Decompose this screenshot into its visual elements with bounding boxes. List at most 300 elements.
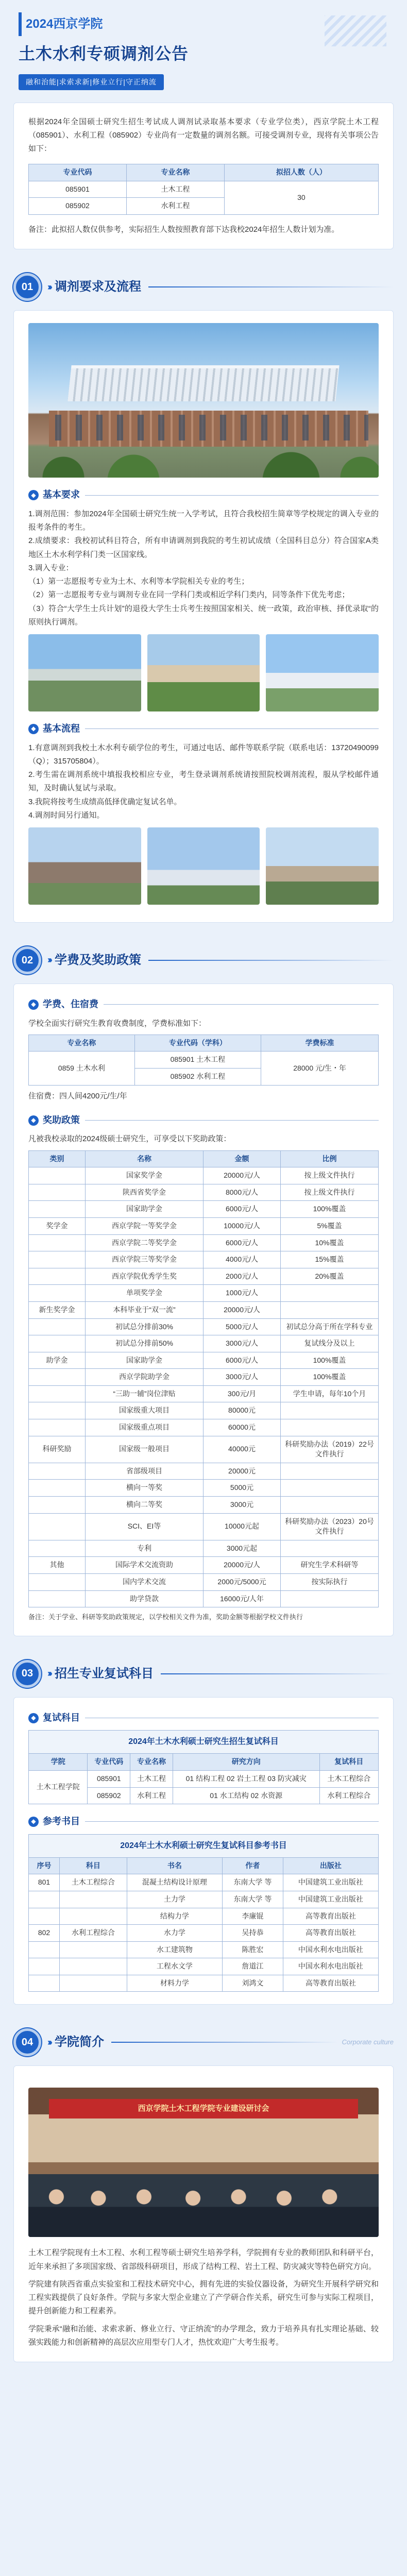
aid-ratio xyxy=(281,1463,379,1480)
campus-photo xyxy=(266,634,379,711)
aid-category xyxy=(29,1574,86,1591)
exam-header: 学院 xyxy=(29,1754,88,1771)
ref-press: 高等教育出版社 xyxy=(283,1925,378,1942)
section-04-card xyxy=(13,2065,394,2362)
motto-tag: 融和治能|求索求新|修业立行|守正纳流 xyxy=(19,74,164,90)
chevron-right-icon: ››› xyxy=(47,2037,50,2047)
fees-intro: 学校全面实行研究生教育收费制度，学费标准如下： xyxy=(28,1019,207,1028)
aid-category xyxy=(29,1590,86,1607)
quota-header-count: 拟招人数（人） xyxy=(224,164,378,181)
ref-header: 出版社 xyxy=(283,1857,378,1874)
table-row xyxy=(29,1268,379,1285)
aid-amount: 20000元/人 xyxy=(204,1301,281,1318)
aid-ratio xyxy=(281,1497,379,1514)
exam-header: 专业代码 xyxy=(88,1754,130,1771)
aid-header: 比例 xyxy=(281,1150,379,1167)
aid-ratio: 5%覆盖 xyxy=(281,1217,379,1234)
aid-ratio: 按上级文件执行 xyxy=(281,1184,379,1201)
table-row xyxy=(29,1557,379,1574)
ref-header: 序号 xyxy=(29,1857,60,1874)
header-stripe-decoration xyxy=(325,15,386,46)
college-intro: 土木工程学院现有土木工程、水利工程等硕士研究生培养学科，学院拥有专业的教师团队和科研平台，近年来承担了多项国家级、省部级科研项目，形成了结构工程、岩土工程、防灾减灾等特色研究方向。 xyxy=(28,2248,379,2271)
ref-author: 刘鸿文 xyxy=(223,1975,283,1992)
aid-name: 助学贷款 xyxy=(86,1590,204,1607)
building-roof xyxy=(67,365,339,401)
aid-header: 类别 xyxy=(29,1150,86,1167)
section-title: 调剂要求及流程 xyxy=(54,280,141,294)
aid-amount: 20000元 xyxy=(204,1463,281,1480)
campus-photo xyxy=(147,827,260,905)
requirement-item: （1）第一志愿报考专业为土木、水利等本学院相关专业的考生； xyxy=(28,577,249,586)
aid-table xyxy=(28,1150,379,1608)
ref-author: 詹道江 xyxy=(223,1958,283,1975)
sub-divider xyxy=(104,1004,379,1005)
exam-name: 土木工程 xyxy=(130,1771,173,1788)
reference-heading xyxy=(28,1814,379,1830)
fees-major: 0859 土木水利 xyxy=(29,1052,135,1085)
exam-header: 专业名称 xyxy=(130,1754,173,1771)
aid-name: 国家助学金 xyxy=(86,1201,204,1218)
aid-ratio: 按实际执行 xyxy=(281,1574,379,1591)
ref-press: 中国水利水电出版社 xyxy=(283,1958,378,1975)
table-row xyxy=(29,1251,379,1268)
requirement-item: 3.调入专业： xyxy=(28,563,74,572)
sub-title: 参考书目 xyxy=(43,1816,80,1827)
quota-header-name: 专业名称 xyxy=(126,164,224,181)
aid-name: 西京学院一等奖学金 xyxy=(86,1217,204,1234)
aid-ratio xyxy=(281,1419,379,1436)
ref-author: 东南大学 等 xyxy=(223,1891,283,1908)
exam-name: 水利工程 xyxy=(130,1787,173,1804)
ref-header: 作者 xyxy=(223,1857,283,1874)
ref-no xyxy=(29,1958,60,1975)
process-item: 4.调剂时间另行通知。 xyxy=(28,810,105,820)
aid-category xyxy=(29,1234,86,1251)
aid-category xyxy=(29,1268,86,1285)
aid-amount: 40000元 xyxy=(204,1436,281,1463)
meeting-banner: 西京学院土木工程学院专业建设研讨会 xyxy=(49,2099,358,2119)
section-01-header xyxy=(13,273,394,301)
aid-ratio: 研究生学术科研等 xyxy=(281,1557,379,1574)
ref-subject xyxy=(60,1975,127,1992)
aid-amount: 4000元/人 xyxy=(204,1251,281,1268)
aid-ratio: 复试线分及以上 xyxy=(281,1335,379,1352)
aid-name: 陕西省奖学金 xyxy=(86,1184,204,1201)
aid-name: 西京学院优秀学生奖 xyxy=(86,1268,204,1285)
ref-book: 水工建筑物 xyxy=(127,1941,222,1958)
ref-press: 高等教育出版社 xyxy=(283,1908,378,1925)
campus-photo xyxy=(28,827,141,905)
section-divider xyxy=(148,286,394,287)
bullet-icon: ◆ xyxy=(28,1817,39,1827)
section-04-header xyxy=(13,2028,394,2056)
ref-no xyxy=(29,1891,60,1908)
section-divider xyxy=(111,2042,338,2043)
basic-requirements-heading xyxy=(28,487,379,503)
section-subtitle-en: Corporate culture xyxy=(342,2038,394,2046)
ref-header: 书名 xyxy=(127,1857,222,1874)
chevron-right-icon: ››› xyxy=(47,955,50,965)
notice-note: 备注：此拟招人数仅供参考，实际招生人数按照教育部下达我校2024年招生人数计划为准。 xyxy=(28,225,340,234)
table-row xyxy=(29,1217,379,1234)
aid-ratio: 100%覆盖 xyxy=(281,1201,379,1218)
header xyxy=(0,0,407,93)
meeting-people xyxy=(28,2170,379,2237)
aid-name: 横向二等奖 xyxy=(86,1497,204,1514)
aid-name: 国际学术交流资助 xyxy=(86,1557,204,1574)
aid-amount: 10000元起 xyxy=(204,1513,281,1540)
exam-subject: 水利工程综合 xyxy=(319,1787,378,1804)
year-title: 2024西京学院 xyxy=(19,12,113,36)
notice-intro: 根据2024年全国硕士研究生招生考试成人调剂试录取基本要求（专业学位类），西京学院土木工程（085901）、水利工程（085902）专业尚有一定数量的调剂名额。可接受调剂专业，现将有关事项公告如下： xyxy=(28,117,379,153)
table-row xyxy=(29,1201,379,1218)
campus-photo xyxy=(147,634,260,711)
table-row xyxy=(29,1771,379,1788)
aid-category xyxy=(29,1463,86,1480)
dorm-fee: 住宿费：四人间4200元/生/年 xyxy=(28,1091,127,1100)
requirement-item: 2.成绩要求：我校初试科目符合，所有申请调剂到我院的考生初试成绩（全国科目总分）符合国家A类地区土木水利学科门类一区国家线。 xyxy=(28,536,379,559)
bullet-icon: ◆ xyxy=(28,999,39,1010)
aid-amount: 3000元/人 xyxy=(204,1335,281,1352)
aid-ratio: 科研奖励办法（2019）22号文件执行 xyxy=(281,1436,379,1463)
exam-heading xyxy=(28,1710,379,1726)
section-title: 学费及奖助政策 xyxy=(54,953,141,968)
table-row xyxy=(29,1234,379,1251)
aid-ratio: 10%覆盖 xyxy=(281,1234,379,1251)
aid-amount: 20000元/人 xyxy=(204,1557,281,1574)
aid-category xyxy=(29,1201,86,1218)
aid-category: 奖学金 xyxy=(29,1217,86,1234)
table-row xyxy=(29,1958,379,1975)
requirement-item: （2）第一志愿报考专业与调剂专业在同一学科门类或相近学科门类内，同等条件下优先考虑； xyxy=(28,590,350,600)
table-row xyxy=(29,1590,379,1607)
table-row xyxy=(29,1436,379,1463)
process-item: 3.我院将按考生成绩高低择优确定复试名单。 xyxy=(28,797,182,806)
aid-amount: 16000元/人年 xyxy=(204,1590,281,1607)
quota-count: 30 xyxy=(224,181,378,214)
aid-name: 专利 xyxy=(86,1540,204,1557)
campus-photo xyxy=(28,634,141,711)
ref-book: 水力学 xyxy=(127,1925,222,1942)
fees-heading xyxy=(28,996,379,1013)
aid-name: 国家级重点项目 xyxy=(86,1419,204,1436)
ref-subject xyxy=(60,1941,127,1958)
quota-header-code: 专业代码 xyxy=(29,164,127,181)
table-row xyxy=(29,1941,379,1958)
aid-ratio xyxy=(281,1402,379,1419)
aid-category: 科研奖励 xyxy=(29,1436,86,1463)
requirement-item: 1.调剂范围：参加2024年全国硕士研究生统一入学考试，且符合我校招生简章等学校规定的调入专业的报考条件的考生。 xyxy=(28,509,379,532)
aid-ratio xyxy=(281,1540,379,1557)
ref-no: 802 xyxy=(29,1925,60,1942)
aid-name: 单项奖学金 xyxy=(86,1285,204,1302)
process-heading xyxy=(28,721,379,737)
aid-name: 西京学院二等奖学金 xyxy=(86,1234,204,1251)
chevron-right-icon: ››› xyxy=(47,1668,50,1679)
ref-book: 材料力学 xyxy=(127,1975,222,1992)
table-row xyxy=(29,1167,379,1184)
page-title: 土木水利专硕调剂公告 xyxy=(19,44,189,63)
aid-name: 西京学院助学金 xyxy=(86,1369,204,1386)
sub-divider xyxy=(85,1120,379,1121)
table-row xyxy=(29,1480,379,1497)
fees-code: 085901 土木工程 xyxy=(134,1052,261,1069)
ref-book: 工程水文学 xyxy=(127,1958,222,1975)
aid-amount: 5000元/人 xyxy=(204,1318,281,1335)
aid-name: “三助一辅”岗位津贴 xyxy=(86,1385,204,1402)
aid-ratio: 初试总分高于所在学科专业 xyxy=(281,1318,379,1335)
aid-name: 横向一等奖 xyxy=(86,1480,204,1497)
aid-intro: 凡被我校录取的2024级硕士研究生，可享受以下奖助政策： xyxy=(28,1134,231,1144)
ref-press: 中国建筑工业出版社 xyxy=(283,1874,378,1891)
aid-ratio: 15%覆盖 xyxy=(281,1251,379,1268)
fees-header: 专业代码（学科） xyxy=(134,1035,261,1052)
meeting-photo xyxy=(28,2088,379,2237)
aid-amount: 5000元 xyxy=(204,1480,281,1497)
exam-header: 复试科目 xyxy=(319,1754,378,1771)
quota-name: 土木工程 xyxy=(126,181,224,198)
ref-author: 东南大学 等 xyxy=(223,1874,283,1891)
aid-ratio: 科研奖励办法（2023）20号文件执行 xyxy=(281,1513,379,1540)
ref-subject xyxy=(60,1891,127,1908)
table-row xyxy=(29,1352,379,1369)
campus-photo xyxy=(266,827,379,905)
aid-name: 本科毕业于“双一流” xyxy=(86,1301,204,1318)
fees-amount: 28000 元/生・年 xyxy=(261,1052,379,1085)
requirement-item: （3）符合“大学生士兵计划”的退役大学生士兵考生按照国家相关、统一政策，政治审核、择优录取“的原则执行调剂。 xyxy=(28,604,379,626)
notice-card xyxy=(13,103,394,250)
college-intro: 学院秉承“融和治能、求索求新、修业立行、守正纳流”的办学理念，致力于培养具有扎实理论基础、较强实践能力和创新精神的高层次应用型专门人才，热忱欢迎广大考生报考。 xyxy=(28,2324,379,2347)
quota-code: 085902 xyxy=(29,198,127,215)
aid-category xyxy=(29,1285,86,1302)
section-number: 03 xyxy=(13,1660,41,1688)
aid-name: 国家助学金 xyxy=(86,1352,204,1369)
process-item: 1.有意调剂到我校土木水利专硕学位的考生，可通过电话、邮件等联系学院（联系电话：13720490099（Q）；315705804）。 xyxy=(28,743,379,766)
aid-amount: 6000元/人 xyxy=(204,1234,281,1251)
aid-heading xyxy=(28,1112,379,1129)
table-row xyxy=(29,1369,379,1386)
exam-subject: 土木工程综合 xyxy=(319,1771,378,1788)
aid-category: 助学金 xyxy=(29,1352,86,1369)
section-03-header xyxy=(13,1660,394,1688)
aid-name: 国内学术交流 xyxy=(86,1574,204,1591)
exam-code: 085902 xyxy=(88,1787,130,1804)
sub-title: 学费、住宿费 xyxy=(43,999,98,1010)
aid-ratio: 100%覆盖 xyxy=(281,1352,379,1369)
table-row xyxy=(29,1184,379,1201)
building-trees xyxy=(28,447,379,478)
ref-press: 中国水利水电出版社 xyxy=(283,1941,378,1958)
aid-amount: 300元/月 xyxy=(204,1385,281,1402)
ref-no xyxy=(29,1975,60,1992)
sub-title: 奖助政策 xyxy=(43,1114,80,1125)
aid-category xyxy=(29,1480,86,1497)
table-row xyxy=(29,1285,379,1302)
ref-no xyxy=(29,1908,60,1925)
ref-press: 高等教育出版社 xyxy=(283,1975,378,1992)
table-row xyxy=(29,1925,379,1942)
aid-amount: 3000元 xyxy=(204,1497,281,1514)
ref-subject: 水利工程综合 xyxy=(60,1925,127,1942)
section-number: 02 xyxy=(13,946,41,974)
sub-title: 基本流程 xyxy=(43,723,80,734)
bullet-icon: ◆ xyxy=(28,724,39,734)
aid-amount: 1000元/人 xyxy=(204,1285,281,1302)
table-row xyxy=(29,1419,379,1436)
aid-ratio: 20%覆盖 xyxy=(281,1268,379,1285)
reference-table xyxy=(28,1857,379,1992)
section-divider xyxy=(148,960,394,961)
aid-amount: 3000元起 xyxy=(204,1540,281,1557)
aid-amount: 20000元/人 xyxy=(204,1167,281,1184)
ref-subject: 土木工程综合 xyxy=(60,1874,127,1891)
aid-name: 初试总分排前50% xyxy=(86,1335,204,1352)
table-row xyxy=(29,1908,379,1925)
ref-press: 中国建筑工业出版社 xyxy=(283,1891,378,1908)
section-number: 04 xyxy=(13,2028,41,2056)
aid-table-body xyxy=(29,1167,379,1607)
table-row xyxy=(29,1463,379,1480)
aid-category xyxy=(29,1419,86,1436)
ref-author: 陈胜宏 xyxy=(223,1941,283,1958)
aid-name: 省部级项目 xyxy=(86,1463,204,1480)
aid-amount: 6000元/人 xyxy=(204,1352,281,1369)
aid-name: 西京学院三等奖学金 xyxy=(86,1251,204,1268)
aid-category xyxy=(29,1402,86,1419)
reference-table-title: 2024年土木水利硕士研究生复试科目参考书目 xyxy=(28,1834,379,1857)
section-title: 学院简介 xyxy=(54,2035,104,2049)
aid-amount: 3000元/人 xyxy=(204,1369,281,1386)
aid-header: 金额 xyxy=(204,1150,281,1167)
aid-category: 新生奖学金 xyxy=(29,1301,86,1318)
aid-category xyxy=(29,1385,86,1402)
aid-amount: 8000元/人 xyxy=(204,1184,281,1201)
aid-category xyxy=(29,1184,86,1201)
table-row xyxy=(29,1497,379,1514)
campus-building-photo xyxy=(28,323,379,478)
fees-header: 专业名称 xyxy=(29,1035,135,1052)
table-row xyxy=(29,1301,379,1318)
aid-category xyxy=(29,1318,86,1335)
aid-category xyxy=(29,1251,86,1268)
process-item: 2.考生需在调剂系统中填报我校相应专业，考生登录调剂系统请按照院校调剂流程，服从学校邮件通知，及时确认复试与录取。 xyxy=(28,770,379,793)
aid-amount: 2000元/5000元 xyxy=(204,1574,281,1591)
fees-code: 085902 水利工程 xyxy=(134,1068,261,1085)
quota-table xyxy=(28,164,379,215)
exam-table xyxy=(28,1753,379,1804)
ref-header: 科目 xyxy=(60,1857,127,1874)
chevron-right-icon: ››› xyxy=(47,281,50,292)
quota-name: 水利工程 xyxy=(126,198,224,215)
section-02-header xyxy=(13,946,394,974)
section-number: 01 xyxy=(13,273,41,301)
page-bottom-spacer xyxy=(0,2371,407,2392)
table-row xyxy=(29,1975,379,1992)
section-title: 招生专业复试科目 xyxy=(54,1666,154,1681)
reference-table-body xyxy=(29,1874,379,1992)
aid-amount: 2000元/人 xyxy=(204,1268,281,1285)
table-row xyxy=(29,1318,379,1335)
aid-ratio: 按上级文件执行 xyxy=(281,1167,379,1184)
aid-note: 备注：关于学业、科研等奖助政策规定，以学校相关文件为准，奖助金额等根据学校文件执行 xyxy=(28,1613,303,1621)
sub-title: 基本要求 xyxy=(43,489,80,500)
ref-no xyxy=(29,1941,60,1958)
fees-header: 学费标准 xyxy=(261,1035,379,1052)
aid-ratio xyxy=(281,1285,379,1302)
table-row xyxy=(29,1891,379,1908)
aid-ratio xyxy=(281,1590,379,1607)
ref-subject xyxy=(60,1958,127,1975)
aid-ratio xyxy=(281,1480,379,1497)
table-row xyxy=(29,1335,379,1352)
table-row xyxy=(29,1874,379,1891)
aid-ratio xyxy=(281,1301,379,1318)
aid-category xyxy=(29,1369,86,1386)
aid-name: 国家奖学金 xyxy=(86,1167,204,1184)
section-02-card xyxy=(13,984,394,1636)
aid-name: 初试总分排前30% xyxy=(86,1318,204,1335)
ref-author: 李廉锟 xyxy=(223,1908,283,1925)
exam-direction: 01 水工结构 02 水资源 xyxy=(173,1787,319,1804)
aid-header: 名称 xyxy=(86,1150,204,1167)
aid-amount: 80000元 xyxy=(204,1402,281,1419)
aid-amount: 10000元/人 xyxy=(204,1217,281,1234)
aid-category xyxy=(29,1513,86,1540)
aid-category: 其他 xyxy=(29,1557,86,1574)
bullet-icon: ◆ xyxy=(28,1115,39,1126)
aid-amount: 60000元 xyxy=(204,1419,281,1436)
aid-category xyxy=(29,1540,86,1557)
ref-book: 土力学 xyxy=(127,1891,222,1908)
exam-table-title: 2024年土木水利硕士研究生招生复试科目 xyxy=(28,1730,379,1753)
sub-title: 复试科目 xyxy=(43,1712,80,1723)
sub-divider xyxy=(85,495,379,496)
aid-name: 国家级重大项目 xyxy=(86,1402,204,1419)
fees-table xyxy=(28,1035,379,1086)
exam-header: 研究方向 xyxy=(173,1754,319,1771)
table-row xyxy=(29,1513,379,1540)
aid-category xyxy=(29,1335,86,1352)
exam-college: 土木工程学院 xyxy=(29,1771,88,1804)
sub-divider xyxy=(85,728,379,729)
photo-row xyxy=(28,827,379,905)
table-row xyxy=(29,1574,379,1591)
photo-row xyxy=(28,634,379,711)
ref-book: 结构力学 xyxy=(127,1908,222,1925)
aid-ratio: 学生申请，每年10个月 xyxy=(281,1385,379,1402)
table-row xyxy=(29,1402,379,1419)
ref-book: 混凝土结构设计原理 xyxy=(127,1874,222,1891)
college-intro: 学院建有陕西省重点实验室和工程技术研究中心，拥有先进的实验仪器设备，为研究生开展科学研究和工程实践提供了良好条件。学院与多家大型企业建立了产学研合作关系，研究生可参与实际工程项目，提升创新能力和工程素养。 xyxy=(28,2279,379,2316)
section-03-card xyxy=(13,1697,394,2005)
aid-name: SCI、EI等 xyxy=(86,1513,204,1540)
table-row xyxy=(29,1052,379,1069)
building-windows xyxy=(49,415,368,440)
exam-code: 085901 xyxy=(88,1771,130,1788)
exam-direction: 01 结构工程 02 岩土工程 03 防灾减灾 xyxy=(173,1771,319,1788)
table-row xyxy=(29,1540,379,1557)
bullet-icon: ◆ xyxy=(28,1713,39,1723)
table-row xyxy=(29,1385,379,1402)
section-divider xyxy=(161,1673,394,1674)
section-01-card xyxy=(13,310,394,923)
aid-name: 国家级一般项目 xyxy=(86,1436,204,1463)
ref-author: 吴持恭 xyxy=(223,1925,283,1942)
quota-code: 085901 xyxy=(29,181,127,198)
aid-ratio: 100%覆盖 xyxy=(281,1369,379,1386)
aid-category xyxy=(29,1167,86,1184)
aid-category xyxy=(29,1497,86,1514)
